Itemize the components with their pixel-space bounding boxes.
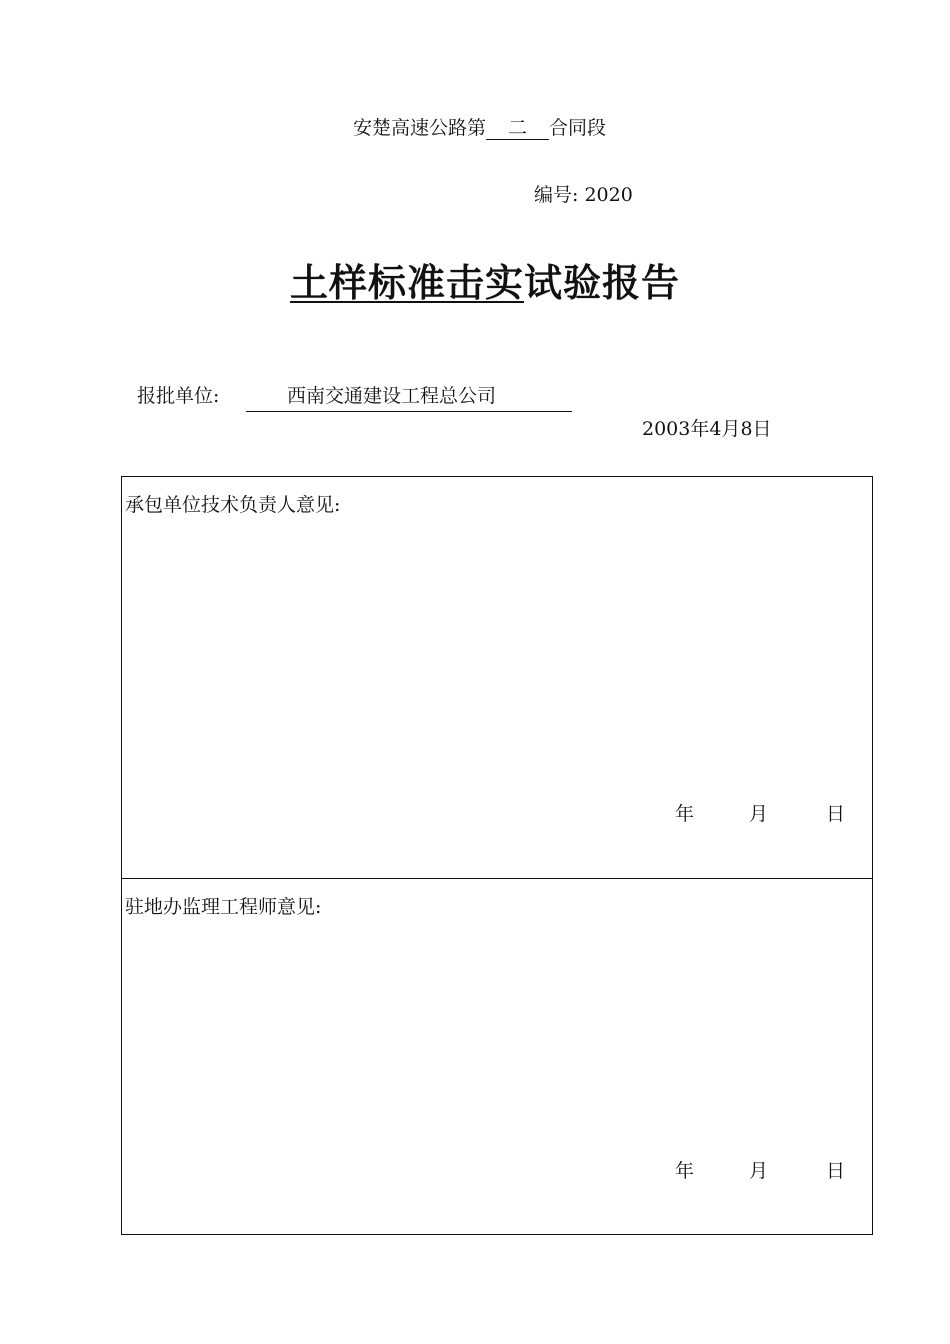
serial-label: 编号: [534,184,579,206]
report-title-underlined: 土样标准击实 [290,260,525,305]
contractor-year-label: 年 [675,803,695,825]
supervisor-opinion-section [122,879,872,1234]
submit-unit-label: 报批单位: [137,385,220,407]
contractor-opinion-label: 承包单位技术负责人意见: [125,494,341,516]
supervisor-year-label: 年 [675,1160,695,1182]
contract-section-line [353,113,606,140]
opinion-table [121,476,873,1235]
contract-prefix: 安楚高速公路第 [353,117,487,139]
report-title-rest: 试验报告 [524,260,681,305]
serial-value: 2020 [584,184,633,206]
supervisor-day-label: 日 [826,1160,846,1182]
report-title [290,252,680,307]
contract-suffix: 合同段 [549,117,607,139]
contractor-day-label: 日 [826,803,846,825]
report-date: 2003年4月8日 [642,418,772,440]
submit-unit-value: 西南交通建设工程总公司 [246,381,572,412]
supervisor-opinion-label: 驻地办监理工程师意见: [125,896,322,918]
supervisor-month-label: 月 [749,1160,769,1182]
contractor-opinion-section [122,477,872,879]
contract-section-number: 二 [486,118,549,140]
contractor-month-label: 月 [749,803,769,825]
serial-number [534,180,633,207]
